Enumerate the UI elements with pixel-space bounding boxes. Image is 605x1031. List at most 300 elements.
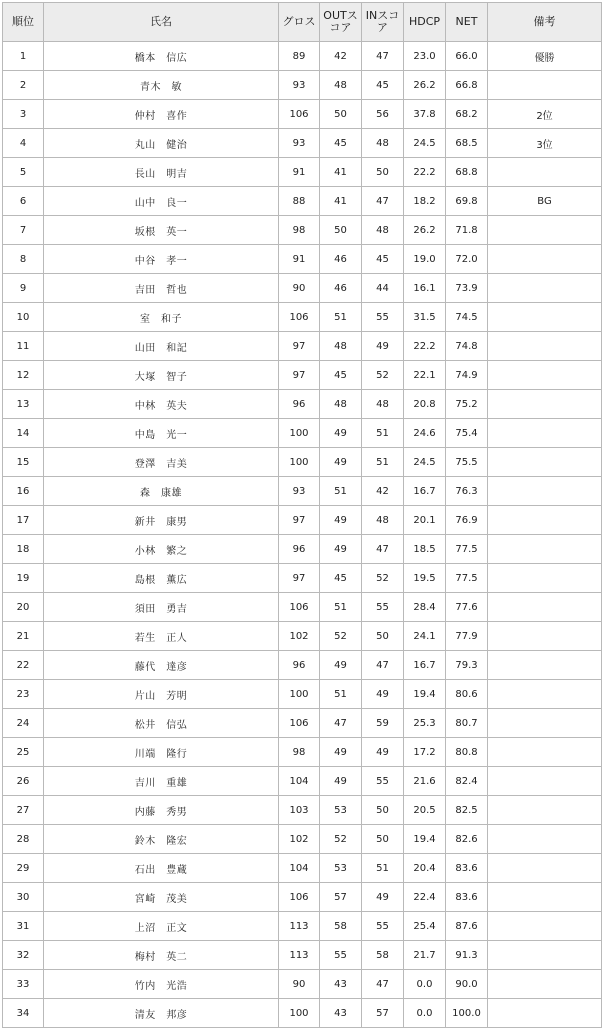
table-row [3, 506, 602, 535]
hdcp-cell: 19.0 [404, 245, 446, 274]
rank-cell: 30 [3, 883, 44, 912]
gross-cell: 93 [279, 129, 320, 158]
gross-cell: 89 [279, 42, 320, 71]
table-row [3, 448, 602, 477]
hdcp-cell: 17.2 [404, 738, 446, 767]
gross-cell: 102 [279, 825, 320, 854]
name-cell: 新井 康男 [44, 506, 279, 535]
rank-cell: 4 [3, 129, 44, 158]
name-cell: 中林 英夫 [44, 390, 279, 419]
note-cell [488, 941, 602, 970]
table-row [3, 912, 602, 941]
net-cell: 82.5 [446, 796, 488, 825]
table-row [3, 854, 602, 883]
hdcp-cell: 24.6 [404, 419, 446, 448]
net-cell: 76.9 [446, 506, 488, 535]
table-row [3, 129, 602, 158]
in-score-cell: 57 [362, 999, 404, 1028]
out-score-cell: 47 [320, 709, 362, 738]
hdcp-cell: 16.1 [404, 274, 446, 303]
out-score-cell: 49 [320, 506, 362, 535]
in-score-cell: 47 [362, 535, 404, 564]
results-table [2, 2, 602, 1028]
note-cell [488, 622, 602, 651]
net-cell: 77.5 [446, 564, 488, 593]
table-row [3, 187, 602, 216]
net-cell: 68.2 [446, 100, 488, 129]
rank-cell: 27 [3, 796, 44, 825]
gross-cell: 106 [279, 709, 320, 738]
in-score-cell: 47 [362, 42, 404, 71]
rank-cell: 14 [3, 419, 44, 448]
hdcp-cell: 21.6 [404, 767, 446, 796]
table-row [3, 796, 602, 825]
note-cell: BG [488, 187, 602, 216]
net-cell: 80.8 [446, 738, 488, 767]
name-cell: 竹内 光浩 [44, 970, 279, 999]
rank-cell: 26 [3, 767, 44, 796]
note-cell [488, 535, 602, 564]
out-score-cell: 51 [320, 303, 362, 332]
hdcp-cell: 16.7 [404, 651, 446, 680]
out-score-cell: 49 [320, 448, 362, 477]
net-cell: 66.0 [446, 42, 488, 71]
out-score-cell: 53 [320, 854, 362, 883]
hdcp-cell: 18.2 [404, 187, 446, 216]
note-cell: 2位 [488, 100, 602, 129]
table-row [3, 709, 602, 738]
net-cell: 76.3 [446, 477, 488, 506]
hdcp-cell: 21.7 [404, 941, 446, 970]
note-cell [488, 912, 602, 941]
net-cell: 73.9 [446, 274, 488, 303]
in-score-cell: 44 [362, 274, 404, 303]
in-score-cell: 51 [362, 448, 404, 477]
note-cell [488, 71, 602, 100]
table-row [3, 999, 602, 1028]
header-net: NET [446, 3, 488, 42]
name-cell: 吉川 重雄 [44, 767, 279, 796]
rank-cell: 33 [3, 970, 44, 999]
out-score-cell: 42 [320, 42, 362, 71]
name-cell: 島根 薫広 [44, 564, 279, 593]
in-score-cell: 45 [362, 245, 404, 274]
out-score-cell: 51 [320, 680, 362, 709]
header-gross: グロス [279, 3, 320, 42]
table-row [3, 71, 602, 100]
in-score-cell: 50 [362, 796, 404, 825]
table-row [3, 216, 602, 245]
out-score-cell: 49 [320, 535, 362, 564]
gross-cell: 96 [279, 651, 320, 680]
name-cell: 坂根 英一 [44, 216, 279, 245]
in-score-cell: 48 [362, 390, 404, 419]
in-score-cell: 51 [362, 854, 404, 883]
net-cell: 90.0 [446, 970, 488, 999]
hdcp-cell: 0.0 [404, 999, 446, 1028]
gross-cell: 106 [279, 303, 320, 332]
rank-cell: 16 [3, 477, 44, 506]
in-score-cell: 48 [362, 216, 404, 245]
in-score-cell: 55 [362, 912, 404, 941]
in-score-cell: 47 [362, 187, 404, 216]
name-cell: 鈴木 隆宏 [44, 825, 279, 854]
in-score-cell: 55 [362, 303, 404, 332]
in-score-cell: 45 [362, 71, 404, 100]
header-rank: 順位 [3, 3, 44, 42]
in-score-cell: 50 [362, 158, 404, 187]
in-score-cell: 49 [362, 738, 404, 767]
hdcp-cell: 23.0 [404, 42, 446, 71]
table-row [3, 651, 602, 680]
rank-cell: 31 [3, 912, 44, 941]
gross-cell: 100 [279, 680, 320, 709]
out-score-cell: 55 [320, 941, 362, 970]
hdcp-cell: 22.1 [404, 361, 446, 390]
note-cell [488, 854, 602, 883]
table-row [3, 274, 602, 303]
out-score-cell: 48 [320, 390, 362, 419]
table-row [3, 477, 602, 506]
table-row [3, 245, 602, 274]
rank-cell: 20 [3, 593, 44, 622]
in-score-cell: 42 [362, 477, 404, 506]
note-cell [488, 738, 602, 767]
rank-cell: 8 [3, 245, 44, 274]
hdcp-cell: 24.5 [404, 129, 446, 158]
header-in: INスコア [362, 3, 404, 42]
out-score-cell: 50 [320, 100, 362, 129]
name-cell: 小林 繁之 [44, 535, 279, 564]
out-score-cell: 52 [320, 825, 362, 854]
name-cell: 長山 明吉 [44, 158, 279, 187]
in-score-cell: 51 [362, 419, 404, 448]
rank-cell: 11 [3, 332, 44, 361]
in-score-cell: 48 [362, 129, 404, 158]
net-cell: 66.8 [446, 71, 488, 100]
gross-cell: 97 [279, 506, 320, 535]
gross-cell: 100 [279, 448, 320, 477]
out-score-cell: 46 [320, 245, 362, 274]
table-row [3, 535, 602, 564]
in-score-cell: 55 [362, 767, 404, 796]
rank-cell: 23 [3, 680, 44, 709]
net-cell: 71.8 [446, 216, 488, 245]
name-cell: 登澤 吉美 [44, 448, 279, 477]
rank-cell: 9 [3, 274, 44, 303]
in-score-cell: 47 [362, 651, 404, 680]
rank-cell: 29 [3, 854, 44, 883]
name-cell: 清友 邦彦 [44, 999, 279, 1028]
in-score-cell: 55 [362, 593, 404, 622]
gross-cell: 88 [279, 187, 320, 216]
note-cell [488, 651, 602, 680]
net-cell: 80.7 [446, 709, 488, 738]
note-cell [488, 390, 602, 419]
gross-cell: 103 [279, 796, 320, 825]
name-cell: 大塚 智子 [44, 361, 279, 390]
in-score-cell: 49 [362, 332, 404, 361]
gross-cell: 90 [279, 970, 320, 999]
hdcp-cell: 19.5 [404, 564, 446, 593]
name-cell: 山中 良一 [44, 187, 279, 216]
gross-cell: 104 [279, 854, 320, 883]
hdcp-cell: 31.5 [404, 303, 446, 332]
note-cell [488, 767, 602, 796]
name-cell: 宮崎 茂美 [44, 883, 279, 912]
gross-cell: 93 [279, 477, 320, 506]
gross-cell: 100 [279, 999, 320, 1028]
name-cell: 丸山 健治 [44, 129, 279, 158]
rank-cell: 25 [3, 738, 44, 767]
gross-cell: 97 [279, 361, 320, 390]
note-cell [488, 303, 602, 332]
table-row [3, 303, 602, 332]
hdcp-cell: 24.5 [404, 448, 446, 477]
hdcp-cell: 25.4 [404, 912, 446, 941]
table-row [3, 390, 602, 419]
net-cell: 74.9 [446, 361, 488, 390]
gross-cell: 102 [279, 622, 320, 651]
table-row [3, 680, 602, 709]
gross-cell: 113 [279, 912, 320, 941]
rank-cell: 17 [3, 506, 44, 535]
out-score-cell: 52 [320, 622, 362, 651]
in-score-cell: 58 [362, 941, 404, 970]
name-cell: 吉田 哲也 [44, 274, 279, 303]
table-row [3, 158, 602, 187]
out-score-cell: 53 [320, 796, 362, 825]
rank-cell: 3 [3, 100, 44, 129]
note-cell [488, 593, 602, 622]
table-row [3, 593, 602, 622]
rank-cell: 24 [3, 709, 44, 738]
note-cell [488, 448, 602, 477]
rank-cell: 19 [3, 564, 44, 593]
in-score-cell: 50 [362, 622, 404, 651]
hdcp-cell: 26.2 [404, 216, 446, 245]
out-score-cell: 45 [320, 129, 362, 158]
rank-cell: 22 [3, 651, 44, 680]
name-cell: 石出 豊蔵 [44, 854, 279, 883]
rank-cell: 15 [3, 448, 44, 477]
net-cell: 77.9 [446, 622, 488, 651]
header-note: 備考 [488, 3, 602, 42]
note-cell [488, 216, 602, 245]
out-score-cell: 43 [320, 970, 362, 999]
name-cell: 中谷 孝一 [44, 245, 279, 274]
table-row [3, 42, 602, 71]
table-body [3, 42, 602, 1028]
net-cell: 80.6 [446, 680, 488, 709]
note-cell [488, 245, 602, 274]
in-score-cell: 52 [362, 564, 404, 593]
hdcp-cell: 20.8 [404, 390, 446, 419]
hdcp-cell: 19.4 [404, 680, 446, 709]
hdcp-cell: 22.4 [404, 883, 446, 912]
hdcp-cell: 37.8 [404, 100, 446, 129]
gross-cell: 106 [279, 100, 320, 129]
net-cell: 68.8 [446, 158, 488, 187]
rank-cell: 34 [3, 999, 44, 1028]
out-score-cell: 45 [320, 361, 362, 390]
in-score-cell: 49 [362, 680, 404, 709]
gross-cell: 98 [279, 738, 320, 767]
net-cell: 77.5 [446, 535, 488, 564]
gross-cell: 106 [279, 883, 320, 912]
gross-cell: 91 [279, 158, 320, 187]
hdcp-cell: 26.2 [404, 71, 446, 100]
table-row [3, 941, 602, 970]
gross-cell: 97 [279, 332, 320, 361]
net-cell: 82.6 [446, 825, 488, 854]
note-cell [488, 709, 602, 738]
note-cell [488, 970, 602, 999]
table-row [3, 767, 602, 796]
net-cell: 72.0 [446, 245, 488, 274]
header-name: 氏名 [44, 3, 279, 42]
rank-cell: 21 [3, 622, 44, 651]
out-score-cell: 48 [320, 71, 362, 100]
hdcp-cell: 16.7 [404, 477, 446, 506]
gross-cell: 97 [279, 564, 320, 593]
out-score-cell: 48 [320, 332, 362, 361]
out-score-cell: 49 [320, 651, 362, 680]
net-cell: 75.5 [446, 448, 488, 477]
gross-cell: 91 [279, 245, 320, 274]
out-score-cell: 58 [320, 912, 362, 941]
gross-cell: 100 [279, 419, 320, 448]
name-cell: 松井 信弘 [44, 709, 279, 738]
name-cell: 橋本 信広 [44, 42, 279, 71]
name-cell: 若生 正人 [44, 622, 279, 651]
hdcp-cell: 20.5 [404, 796, 446, 825]
hdcp-cell: 22.2 [404, 332, 446, 361]
net-cell: 83.6 [446, 883, 488, 912]
rank-cell: 10 [3, 303, 44, 332]
out-score-cell: 49 [320, 419, 362, 448]
table-row [3, 738, 602, 767]
hdcp-cell: 19.4 [404, 825, 446, 854]
in-score-cell: 56 [362, 100, 404, 129]
name-cell: 梅村 英二 [44, 941, 279, 970]
table-row [3, 564, 602, 593]
name-cell: 上沼 正文 [44, 912, 279, 941]
net-cell: 75.2 [446, 390, 488, 419]
hdcp-cell: 25.3 [404, 709, 446, 738]
note-cell [488, 999, 602, 1028]
rank-cell: 6 [3, 187, 44, 216]
header-row [3, 3, 602, 42]
out-score-cell: 41 [320, 187, 362, 216]
rank-cell: 7 [3, 216, 44, 245]
name-cell: 内藤 秀男 [44, 796, 279, 825]
hdcp-cell: 24.1 [404, 622, 446, 651]
name-cell: 須田 勇吉 [44, 593, 279, 622]
net-cell: 100.0 [446, 999, 488, 1028]
rank-cell: 5 [3, 158, 44, 187]
net-cell: 75.4 [446, 419, 488, 448]
out-score-cell: 41 [320, 158, 362, 187]
table-row [3, 361, 602, 390]
net-cell: 69.8 [446, 187, 488, 216]
net-cell: 79.3 [446, 651, 488, 680]
table-row [3, 332, 602, 361]
note-cell: 3位 [488, 129, 602, 158]
table-row [3, 419, 602, 448]
in-score-cell: 47 [362, 970, 404, 999]
note-cell [488, 796, 602, 825]
rank-cell: 32 [3, 941, 44, 970]
in-score-cell: 59 [362, 709, 404, 738]
net-cell: 82.4 [446, 767, 488, 796]
table-row [3, 883, 602, 912]
out-score-cell: 45 [320, 564, 362, 593]
note-cell [488, 274, 602, 303]
hdcp-cell: 28.4 [404, 593, 446, 622]
gross-cell: 96 [279, 390, 320, 419]
name-cell: 藤代 達彦 [44, 651, 279, 680]
gross-cell: 113 [279, 941, 320, 970]
name-cell: 仲村 喜作 [44, 100, 279, 129]
rank-cell: 28 [3, 825, 44, 854]
net-cell: 68.5 [446, 129, 488, 158]
gross-cell: 96 [279, 535, 320, 564]
note-cell [488, 883, 602, 912]
out-score-cell: 49 [320, 738, 362, 767]
note-cell [488, 419, 602, 448]
name-cell: 山田 和記 [44, 332, 279, 361]
note-cell [488, 477, 602, 506]
note-cell [488, 332, 602, 361]
out-score-cell: 51 [320, 593, 362, 622]
net-cell: 91.3 [446, 941, 488, 970]
rank-cell: 12 [3, 361, 44, 390]
rank-cell: 2 [3, 71, 44, 100]
rank-cell: 18 [3, 535, 44, 564]
note-cell: 優勝 [488, 42, 602, 71]
hdcp-cell: 20.1 [404, 506, 446, 535]
in-score-cell: 50 [362, 825, 404, 854]
gross-cell: 90 [279, 274, 320, 303]
gross-cell: 104 [279, 767, 320, 796]
name-cell: 室 和子 [44, 303, 279, 332]
name-cell: 中島 光一 [44, 419, 279, 448]
header-hdcp: HDCP [404, 3, 446, 42]
hdcp-cell: 0.0 [404, 970, 446, 999]
name-cell: 川端 隆行 [44, 738, 279, 767]
rank-cell: 13 [3, 390, 44, 419]
note-cell [488, 825, 602, 854]
header-out: OUTスコア [320, 3, 362, 42]
gross-cell: 93 [279, 71, 320, 100]
out-score-cell: 46 [320, 274, 362, 303]
table-row [3, 825, 602, 854]
net-cell: 83.6 [446, 854, 488, 883]
out-score-cell: 57 [320, 883, 362, 912]
out-score-cell: 50 [320, 216, 362, 245]
in-score-cell: 52 [362, 361, 404, 390]
net-cell: 87.6 [446, 912, 488, 941]
in-score-cell: 48 [362, 506, 404, 535]
table-row [3, 622, 602, 651]
name-cell: 青木 敏 [44, 71, 279, 100]
net-cell: 74.5 [446, 303, 488, 332]
gross-cell: 106 [279, 593, 320, 622]
note-cell [488, 506, 602, 535]
net-cell: 74.8 [446, 332, 488, 361]
in-score-cell: 49 [362, 883, 404, 912]
